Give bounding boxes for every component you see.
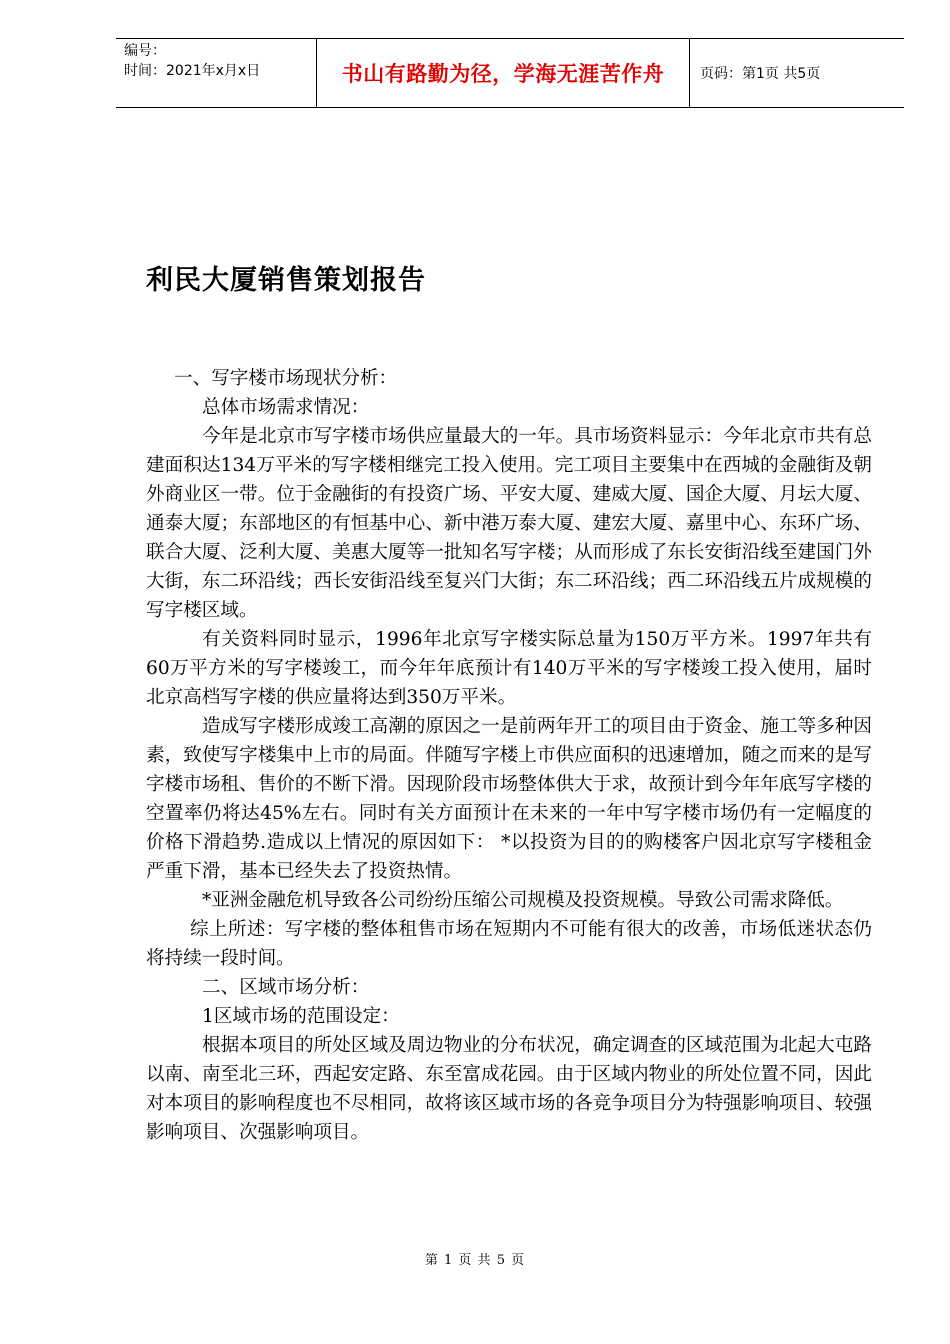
header-motto-cell xyxy=(316,39,690,107)
header-page-cell xyxy=(690,39,904,107)
header-meta xyxy=(116,39,316,107)
paragraph: 根据本项目的所处区域及周边物业的分布状况，确定调查的区域范围为北起大屯路以南、南至北三环，西起安定路、东至富成花园。由于区域内物业的所处位置不同，因此对本项目的影响程度也不尽相同，故将该区域市场的各竞争项目分为特强影响项目、较强影响项目、次强影响项目。 xyxy=(146,1035,872,1143)
section-heading-1: 一、写字楼市场现状分析： xyxy=(174,368,398,389)
paragraph: 有关资料同时显示，1996年北京写字楼实际总量为150万平方米。1997年共有60万平方米的写字楼竣工，而今年年底预计有140万平米的写字楼竣工投入使用，届时北京高档写字楼的供应量将达到350万平米。 xyxy=(146,629,872,708)
document-title: 利民大厦销售策划报告 xyxy=(146,265,426,296)
time-label: 时间：2021年x月x日 xyxy=(124,63,261,79)
paragraph: 今年是北京市写字楼市场供应量最大的一年。具市场资料显示：今年北京市共有总建面积达134万平米的写字楼相继完工投入使用。完工项目主要集中在西城的金融街及朝外商业区一带。位于金融街的有投资广场、平安大厦、建威大厦、国企大厦、月坛大厦、通泰大厦；东部地区的有恒基中心、新中港万泰大厦、建宏大厦、嘉里中心、东环广场、联合大厦、泛利大厦、美惠大厦等一批知名写字楼；从而形成了东长安街沿线至建国门外大街，东二环沿线；西长安街沿线至复兴门大街；东二环沿线；西二环沿线五片成规模的写字楼区域。 xyxy=(146,426,872,621)
page-header xyxy=(116,38,904,108)
page-label: 页码：第1页 共5页 xyxy=(700,66,821,82)
section-heading-2: 二、区域市场分析： xyxy=(202,977,370,998)
document-body xyxy=(146,364,872,1147)
paragraph: 综上所述：写字楼的整体租售市场在短期内不可能有很大的改善，市场低迷状态仍将持续一段时间。 xyxy=(146,919,872,969)
paragraph: 造成写字楼形成竣工高潮的原因之一是前两年开工的项目由于资金、施工等多种因素，致使写字楼集中上市的局面。伴随写字楼上市供应面积的迅速增加，随之而来的是写字楼市场租、售价的不断下滑。因现阶段市场整体供大于求，故预计到今年年底写字楼的空置率仍将达45%左右。同时有关方面预计在未来的一年中写字楼市场仍有一定幅度的价格下滑趋势.造成以上情况的原因如下： *以投资为目的的购楼客户因北京写字楼租金严重下滑，基本已经失去了投资热情。 xyxy=(146,716,872,882)
number-label: 编号： xyxy=(124,43,166,59)
subheading-demand: 总体市场需求情况： xyxy=(202,397,370,418)
subheading-region: 1区域市场的范围设定： xyxy=(202,1006,400,1027)
page-footer: 第 1 页 共 5 页 xyxy=(424,1253,526,1268)
paragraph: *亚洲金融危机导致各公司纷纷压缩公司规模及投资规模。导致公司需求降低。 xyxy=(202,890,844,911)
motto-text: 书山有路勤为径，学海无涯苦作舟 xyxy=(341,62,665,86)
